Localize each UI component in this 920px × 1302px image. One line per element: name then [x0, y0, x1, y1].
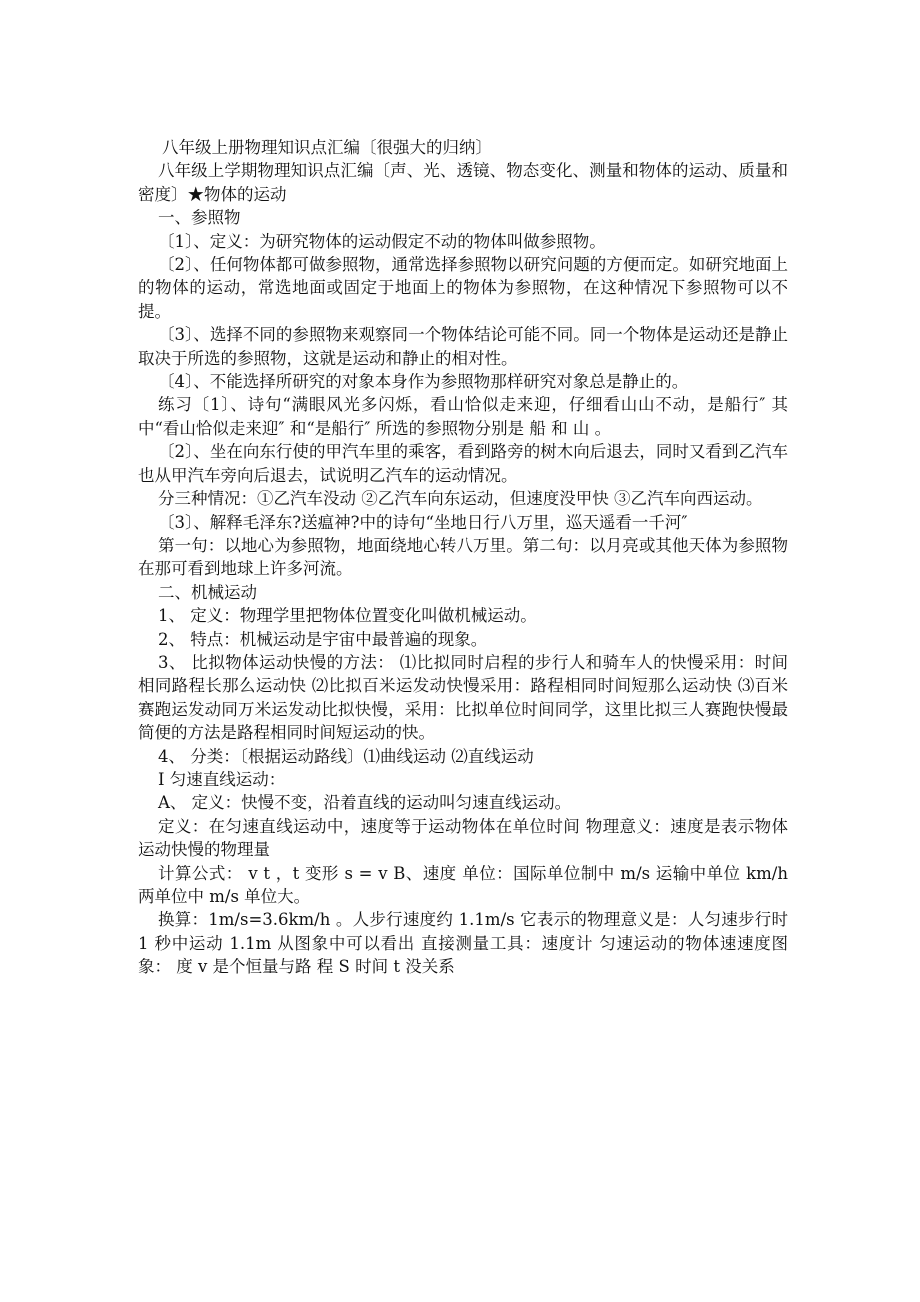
list-item: 3、 比拟物体运动快慢的方法： ⑴比拟同时启程的步行人和骑车人的快慢采用：时间相同路程长那么运动快 ⑵比拟百米运发动快慢采用：路程相同时间短那么运动快 ⑶百米赛跑运发动同万米运发动比拟快慢，采用：比拟单位时间同学，这里比拟三人赛跑快慢最简便的方法是路程相同时间短运动的快。: [138, 652, 788, 743]
paragraph: 换算：1m/s=3.6km/h 。人步行速度约 1.1m/s 它表示的物理意义是：人匀速步行时 1 秒中运动 1.1m 从图象中可以看出 直接测量工具：速度计 匀速运动的物体速速度图象： 度 v 是个恒量与路 程 S 时间 t 没关系: [138, 910, 788, 977]
paragraph: 〔1〕、定义：为研究物体的运动假定不动的物体叫做参照物。: [158, 231, 606, 251]
exercise-paragraph: 〔3〕、解释毛泽东?送瘟神?中的诗句“坐地日行八万里，巡天遥看一千河″: [158, 512, 688, 532]
list-item: 4、 分类：〔根据运动路线〕⑴曲线运动 ⑵直线运动: [158, 746, 534, 766]
paragraph: 〔3〕、选择不同的参照物来观察同一个物体结论可能不同。同一个物体是运动还是静止取决于所选的参照物，这就是运动和静止的相对性。: [138, 325, 788, 368]
paragraph: 〔4〕、不能选择所研究的对象本身作为参照物那样研究对象总是静止的。: [158, 372, 689, 392]
answer-paragraph: 第一句：以地心为参照物，地面绕地心转八万里。第二句：以月亮或其他天体为参照物在那可看到地球上许多河流。: [138, 535, 788, 579]
exercise-paragraph: 〔2〕、坐在向东行使的甲汽车里的乘客，看到路旁的树木向后退去，同时又看到乙汽车也从甲汽车旁向后退去，试说明乙汽车的运动情况。: [138, 442, 788, 485]
subsection-heading: Ⅰ 匀速直线运动：: [158, 769, 286, 789]
answer-paragraph: 分三种情况：①乙汽车没动 ②乙汽车向东运动，但速度没甲快 ③乙汽车向西运动。: [158, 489, 763, 509]
paragraph: 〔2〕、任何物体都可做参照物，通常选择参照物以研究问题的方便而定。如研究地面上的物体的运动，常选地面或固定于地面上的物体为参照物，在这种情况下参照物可以不提。: [138, 255, 788, 321]
section-heading-mechanical-motion: 二、机械运动: [158, 582, 257, 602]
section-heading-reference-frame: 一、参照物: [158, 208, 241, 228]
paragraph: A、 定义：快慢不变，沿着直线的运动叫匀速直线运动。: [158, 793, 572, 813]
document-subtitle: 八年级上学期物理知识点汇编〔声、光、透镜、物态变化、测量和物体的运动、质量和密度〕★物体的运动: [138, 161, 788, 204]
document-title: 八年级上册物理知识点汇编〔很强大的归纳〕: [162, 138, 492, 157]
list-item: 1、 定义：物理学里把物体位置变化叫做机械运动。: [158, 606, 537, 626]
exercise-paragraph: 练习〔1〕、诗句“满眼风光多闪烁，看山恰似走来迎，仔细看山山不动，是船行″ 其中“看山恰似走来迎″ 和“是船行″ 所选的参照物分别是 船 和 山 。: [138, 395, 788, 438]
list-item: 2、 特点：机械运动是宇宙中最普遍的现象。: [158, 629, 488, 649]
document-body: [138, 136, 788, 979]
paragraph: 定义：在匀速直线运动中，速度等于运动物体在单位时间 物理意义：速度是表示物体运动快慢的物理量: [138, 816, 788, 860]
paragraph: 计算公式： v t ，t 变形 s = v B、速度 单位：国际单位制中 m/s 运输中单位 km/h 两单位中 m/s 单位大。: [138, 863, 788, 906]
